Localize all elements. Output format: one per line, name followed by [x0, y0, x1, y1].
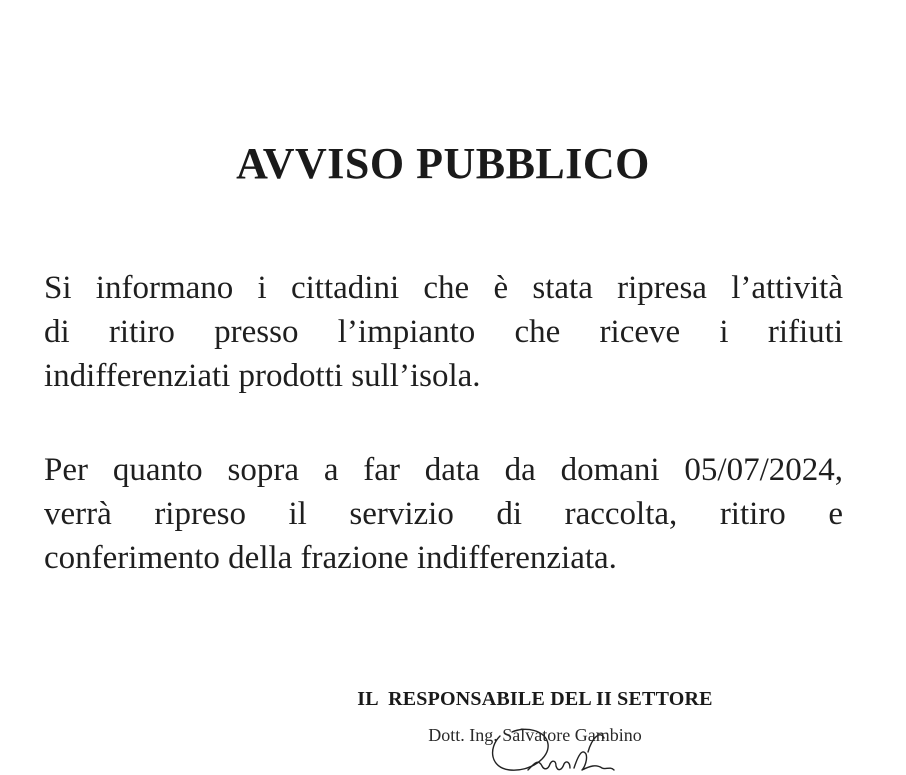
paragraph-line: conferimento della frazione indifferenziata.	[44, 540, 617, 576]
handwritten-signature	[470, 708, 650, 775]
paragraph-announcement	[44, 266, 843, 398]
signatory-name: Dott. Ing. Salvatore Gambino	[428, 725, 642, 745]
signatory-role: IL RESPONSABILE DEL II SETTORE	[357, 688, 713, 710]
paragraph-line: indifferenziati prodotti sull’isola.	[44, 358, 481, 394]
document-title: AVVISO PUBBLICO	[236, 139, 650, 188]
paragraph-line: Per quanto sopra a far data da domani 05/07/2024,	[44, 452, 843, 488]
paragraph-line: verrà ripreso il servizio di raccolta, ritiro e	[44, 496, 843, 532]
paragraph-service-resumption	[44, 448, 843, 580]
paragraph-line: Si informano i cittadini che è stata ripresa l’attività	[44, 270, 843, 306]
paragraph-line: di ritiro presso l’impianto che riceve i rifiuti	[44, 314, 843, 350]
